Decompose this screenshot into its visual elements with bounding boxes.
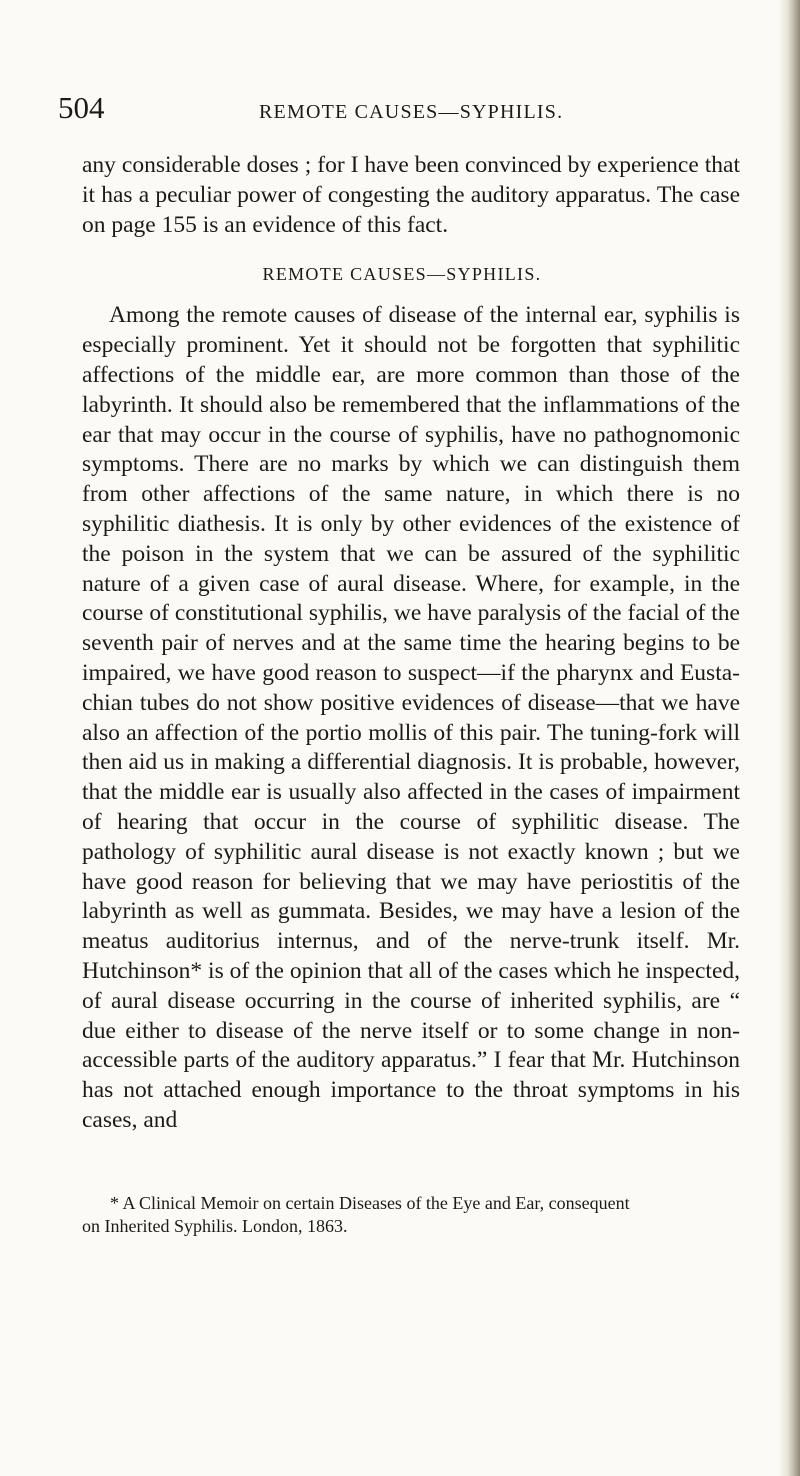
section-heading: REMOTE CAUSES—SYPHILIS. xyxy=(262,264,542,285)
page-number: 504 xyxy=(58,90,105,125)
continuation-paragraph: any considerable doses ; for I have been convinced by experience that it has a peculiar power of congesting the auditory apparatus. The case on page 155 is an evidence of this fact. xyxy=(82,152,740,238)
footnote-line-2: on Inherited Syphilis. London, 1863. xyxy=(82,1216,348,1236)
page-header xyxy=(58,88,740,128)
running-head: REMOTE CAUSES—SYPHILIS. xyxy=(259,101,564,123)
page-edge-shadow xyxy=(778,0,800,1476)
footnote xyxy=(82,1192,740,1238)
page-body xyxy=(82,151,740,1136)
footnote-line-1: * A Clinical Memoir on certain Diseases of the Eye and Ear, consequent xyxy=(110,1193,630,1213)
body-paragraph: Among the remote causes of disease of the internal ear, syphilis is especially prominent. Yet it should not be forgotten that syphilitic affections of the middle ear, are more common than those of the labyrinth. It should also be remembered that the inflammations of the ear that may occur in the course of syphilis, have no pathognomonic symptoms. There are no marks by which we can distinguish them from other affections of the same nature, in which there is no syphilitic diathesis. It is only by other evidences of the existence of the poison in the system that we can be assured of the syphilitic nature of a given case of aural disease. Where, for example, in the course of constitutional syphilis, we have paralysis of the facial of the seventh pair of nerves and at the same time the hearing begins to be impaired, we have good reason to suspect—if the pharynx and Eustachian tubes do not show positive evidences of disease—that we have also an affection of the portio mollis of this pair. The tuning-fork will then aid us in making a differential diagnosis. It is probable, however, that the middle ear is usually also affected in the cases of impairment of hearing that occur in the course of syphilitic disease. The pathology of syphilitic aural disease is not exactly known ; but we have good reason for believing that we may have periostitis of the labyrinth as well as gummata. Besides, we may have a lesion of the meatus auditorius internus, and of the nerve-trunk itself. Mr. Hutchinson* is of the opinion that all of the cases which he inspected, of aural disease occurring in the course of inherited syphilis, are “ due either to disease of the nerve itself or to some change in non-accessible parts of the auditory apparatus.” I fear that Mr. Hutchinson has not attached enough importance to the throat symptoms in his cases, and xyxy=(82,302,740,1133)
